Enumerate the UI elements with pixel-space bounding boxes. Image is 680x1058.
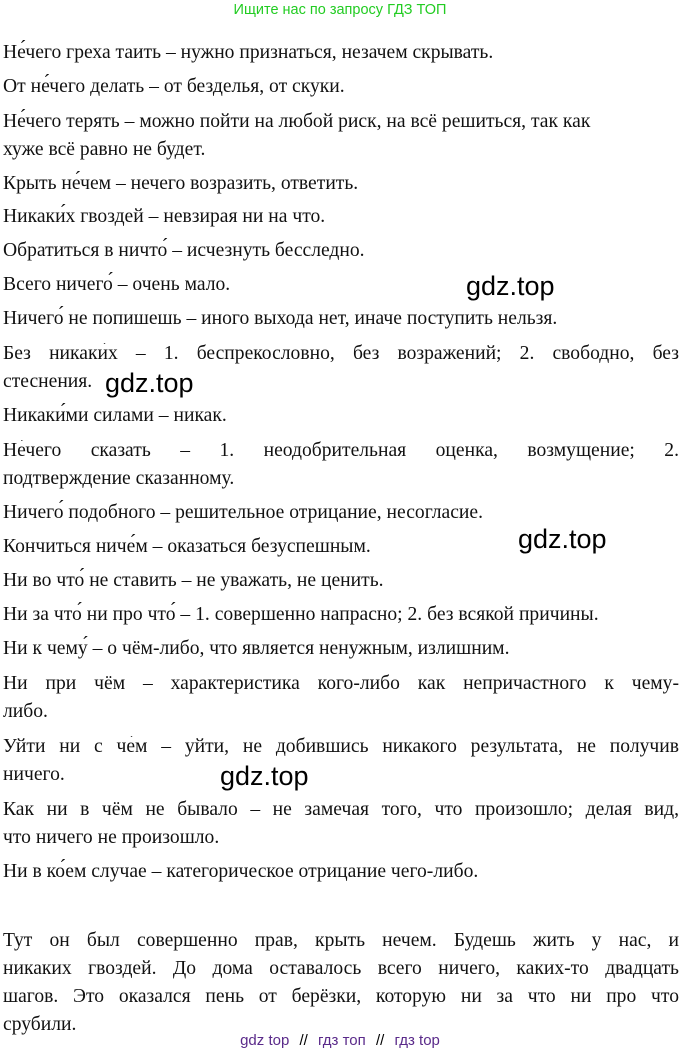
- footer-link-gdz-top-ru[interactable]: гдз топ: [318, 1032, 366, 1049]
- definition-line: Без никаки́х – 1. беспрекословно, без возражений; 2. свободно, без: [3, 343, 679, 364]
- footer-separator: //: [299, 1032, 308, 1049]
- definition-line: Кончиться ниче́м – оказаться безуспешным.: [3, 536, 371, 557]
- definition-line: Не́чего терять – можно пойти на любой риск, на всё решиться, так как: [3, 111, 591, 132]
- definition-line: Не́чего сказать – 1. неодобрительная оценка, возмущение; 2.: [3, 440, 679, 461]
- definition-line: Не́чего греха таить – нужно признаться, незачем скрывать.: [3, 42, 494, 63]
- definition-line: хуже всё равно не будет.: [3, 139, 206, 160]
- footer-link-gdz-top-mixed[interactable]: гдз top: [394, 1032, 440, 1049]
- footer-links: [0, 1032, 680, 1049]
- header-link[interactable]: Ищите нас по запросу ГДЗ ТОП: [233, 2, 447, 18]
- example-line: никаких гвоздей. До дома оставалось всего ничего, каких-то двадцать: [3, 958, 679, 979]
- watermark: gdz.top: [220, 761, 309, 791]
- definition-line: Как ни в чём не бывало – не замечая того, что произошло; делая вид,: [3, 799, 679, 820]
- watermark: gdz.top: [105, 368, 194, 398]
- footer-separator: //: [375, 1032, 385, 1049]
- definition-line: Никаки́х гвоздей – невзирая ни на что.: [3, 206, 326, 227]
- example-line: срубили.: [3, 1014, 77, 1035]
- definition-line: подтверждение сказанному.: [3, 468, 235, 489]
- definition-line: Ни в ко́ем случае – категорическое отрицание чего-либо.: [3, 861, 479, 882]
- footer-link-gdz-top[interactable]: gdz top: [240, 1032, 290, 1049]
- watermark: gdz.top: [518, 524, 607, 554]
- definition-line: стеснения.: [3, 371, 93, 392]
- definition-line: Ни за что́ ни про что́ – 1. совершенно напрасно; 2. без всякой причины.: [3, 604, 599, 625]
- definition-line: Ничего́ не попишешь – иного выхода нет, иначе поступить нельзя.: [3, 308, 558, 329]
- definition-line: либо.: [3, 701, 48, 722]
- definition-line: Обратиться в ничто́ – исчезнуть бесследно.: [3, 240, 365, 261]
- definition-line: Крыть не́чем – нечего возразить, ответить.: [3, 173, 359, 194]
- example-line: шагов. Это оказался пень от берёзки, которую ни за что ни про что: [3, 986, 679, 1007]
- definition-line: что ничего не произошло.: [3, 827, 220, 848]
- example-line: Тут он был совершенно прав, крыть нечем. Будешь жить у нас, и: [3, 930, 679, 951]
- definition-line: От не́чего делать – от безделья, от скуки.: [3, 76, 345, 97]
- definition-line: Ни при чём – характеристика кого-либо как непричастного к чему-: [3, 673, 679, 694]
- definition-line: Ничего́ подобного – решительное отрицание, несогласие.: [3, 502, 483, 523]
- definition-line: Уйти ни с че́м – уйти, не добившись никакого результата, не получив: [3, 736, 679, 757]
- definition-line: Ни во что́ не ставить – не уважать, не ценить.: [3, 570, 384, 591]
- definition-line: Всего ничего́ – очень мало.: [3, 274, 231, 295]
- definition-line: Ни к чему́ – о чём-либо, что является ненужным, излишним.: [3, 638, 510, 659]
- watermark: gdz.top: [466, 271, 555, 301]
- definition-line: ничего.: [3, 764, 65, 785]
- definition-line: Никаки́ми силами – никак.: [3, 405, 227, 426]
